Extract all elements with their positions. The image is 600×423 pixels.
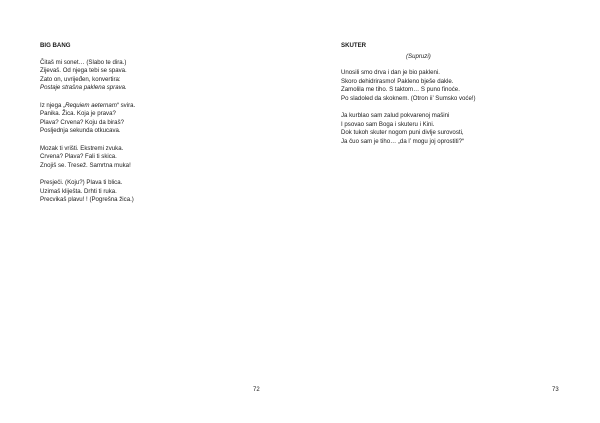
poem-line-post: “ svira.	[116, 101, 136, 109]
poem-line: I psovao sam Boga i skuteru i Kini.	[341, 120, 435, 128]
stanza	[341, 112, 476, 146]
poem-line: Ja čuo sam je tiho… „da l’ mogu joj oprostiti?“	[341, 137, 465, 145]
poem-subtitle: (Supruzi)	[406, 52, 431, 60]
stanza	[40, 59, 135, 93]
page-number: 72	[253, 387, 260, 393]
poem-line: Zamolila me tiho. S taktom… S puno finoće.	[341, 86, 460, 94]
poem-line: Znojiš se. Tresež. Samrtna muka!	[40, 161, 131, 169]
poem-line: Zato on, uvrijeđen, konvertira:	[40, 75, 121, 83]
poem-line	[40, 102, 135, 111]
poem-line: Plava? Crvena? Koju da biraš?	[40, 118, 125, 126]
poem-line: Postaje strašna paklena sprava.	[40, 84, 127, 92]
poem-skuter	[341, 42, 476, 155]
poem-title: SKUTER	[341, 42, 367, 49]
poem-big-bang	[40, 42, 135, 213]
right-page	[300, 0, 600, 423]
stanza	[40, 179, 135, 205]
poem-line-pre: Iz njega „	[40, 101, 66, 109]
poem-line-italic: Requiem aeternam	[65, 101, 117, 109]
poem-line: Zijevaš. Od njega tebi se spava.	[40, 67, 127, 75]
stanza	[40, 102, 135, 136]
stanza	[40, 145, 135, 171]
poem-line: Uzimaš kliješta. Drhti ti ruka.	[40, 187, 117, 195]
poem-line: Precvikaš plavu! ! (Pogrešna žica.)	[40, 196, 134, 204]
poem-line: Mozak ti vrišti. Ekstremi zvuka.	[40, 144, 124, 152]
poem-line: Po sladoled da skoknem. (Otron ii’ Sumsko voće!)	[341, 94, 476, 102]
poem-line: Dok tukoh skuter nogom puni divlje surovosti,	[341, 129, 464, 137]
stanza	[341, 69, 476, 103]
page-number: 73	[552, 387, 559, 393]
poem-line: Presječi. (Koju?) Plava ti blica.	[40, 178, 123, 186]
poem-line: Skoro dehidrirasmo! Pakleno bješe dakle.	[341, 77, 454, 85]
poem-line: Crvena? Plava? Fali ti skica.	[40, 153, 117, 161]
poem-line: Ja kurblao sam zalud pokvarenoj mašini	[341, 112, 450, 120]
poem-line: Čitaš mi sonet… (Slabo te dira.)	[40, 58, 127, 66]
poem-line: Posljednja sekunda otkucava.	[40, 127, 121, 135]
poem-line: Panika. Žica. Koja je prava?	[40, 110, 116, 118]
poem-line: Unosili smo drva i dan je bio pakleni.	[341, 69, 440, 77]
poem-title: BIG BANG	[40, 42, 71, 49]
